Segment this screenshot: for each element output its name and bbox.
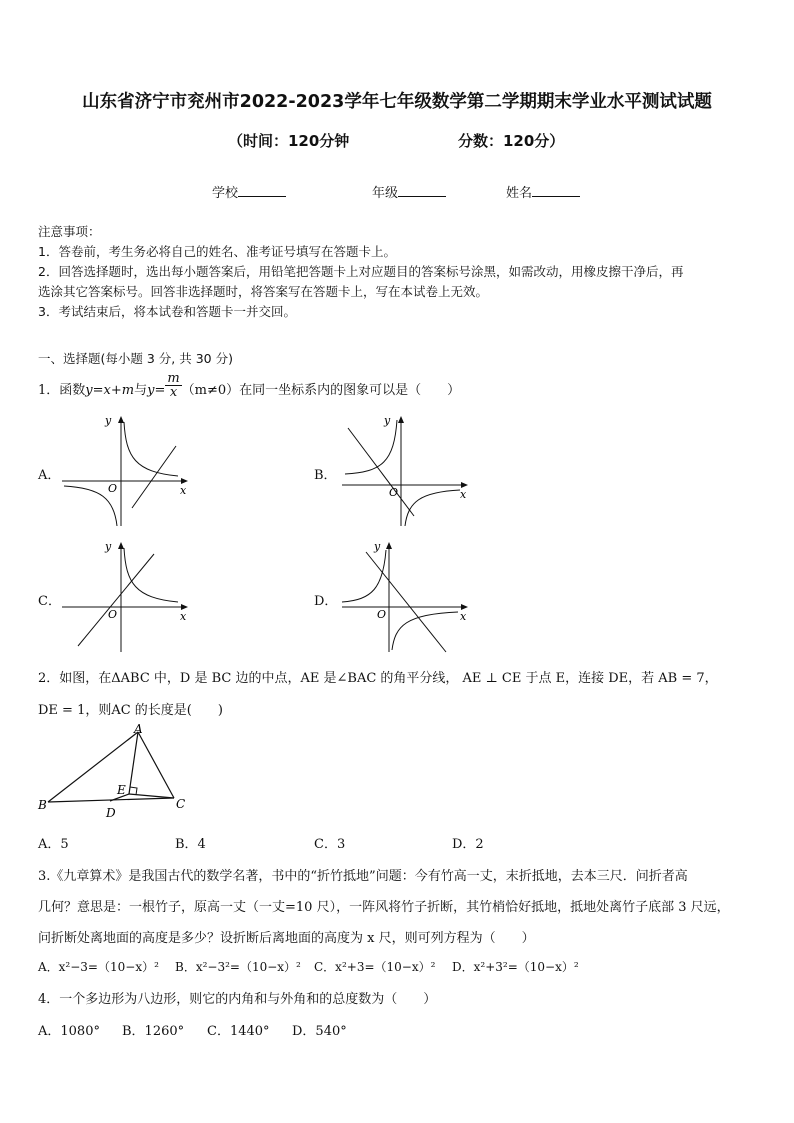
triangle-figure — [36, 722, 196, 822]
question-4: 4．一个多边形为八边形，则它的内角和与外角和的总度数为（ ） — [38, 992, 437, 1007]
x-axis-label: x — [180, 484, 187, 497]
grade-blank — [398, 184, 446, 197]
y-axis-label: y — [105, 540, 112, 553]
name-label: 姓名 — [506, 186, 533, 201]
q2-option-a[interactable]: A．5 — [38, 837, 69, 852]
label-a: A — [134, 722, 143, 736]
y-axis-label: y — [384, 414, 391, 427]
q3-option-c[interactable]: C．x²+3=（10−x）² — [314, 960, 436, 974]
exam-score: 分数：120分） — [458, 132, 565, 150]
x-axis-label: x — [180, 610, 187, 623]
q1-condition: （m≠0） — [181, 383, 240, 398]
q4-option-a[interactable]: A．1080° — [38, 1024, 100, 1039]
q3-option-b[interactable]: B．x²−3²=（10−x）² — [175, 960, 301, 974]
note-item: 选涂其它答案标号。回答非选择题时，将答案写在答题卡上，写在本试卷上无效。 — [38, 284, 489, 299]
name-blank — [532, 184, 580, 197]
x-axis-label: x — [460, 488, 467, 501]
question-2-line-1: 2．如图，在ΔABC 中，D 是 BC 边的中点，AE 是∠BAC 的角平分线， AE ⊥ CE 于点 E，连接 DE，若 AB = 7， — [38, 671, 718, 686]
school-field — [212, 182, 286, 201]
section-heading: 一、选择题(每小题 3 分, 共 30 分) — [38, 351, 233, 366]
x-axis-label: x — [460, 610, 467, 623]
question-3-line-1: 3.《九章算术》是我国古代的数学名著，书中的“折竹抵地”问题：今有竹高一丈，末折抵地，去本三尺．问折者高 — [38, 869, 688, 884]
q1-option-a-label[interactable]: A． — [38, 468, 61, 483]
graph-a[interactable] — [60, 412, 200, 530]
graph-b[interactable] — [340, 412, 480, 530]
origin-label: O — [108, 482, 118, 495]
school-blank — [238, 184, 286, 197]
q1-option-d-label[interactable]: D． — [314, 594, 338, 609]
origin-label: O — [377, 608, 387, 621]
origin-label: O — [108, 608, 118, 621]
q2-option-b[interactable]: B．4 — [175, 837, 206, 852]
graph-c[interactable] — [60, 538, 200, 656]
q1-option-c-label[interactable]: C． — [38, 594, 61, 609]
grade-field — [372, 182, 446, 201]
question-1 — [38, 371, 461, 400]
q4-option-d[interactable]: D．540° — [292, 1024, 347, 1039]
question-2-line-2: DE = 1，则AC 的长度是( ) — [38, 703, 223, 718]
school-label: 学校 — [212, 186, 239, 201]
question-3-line-2: 几何？意思是：一根竹子，原高一丈（一丈=10 尺），一阵风将竹子折断，其竹梢恰好抵地，抵地处离竹子底部 3 尺远， — [38, 900, 730, 915]
q1-mid: 与 — [134, 383, 148, 398]
y-axis-label: y — [374, 540, 381, 553]
q2-option-d[interactable]: D．2 — [452, 837, 484, 852]
q1-formula-2: y= — [147, 383, 166, 398]
fraction-denominator: x — [169, 385, 178, 400]
label-c: C — [176, 797, 186, 811]
q1-pre: 1．函数 — [38, 383, 86, 398]
q4-option-c[interactable]: C．1440° — [207, 1024, 270, 1039]
note-item: 2．回答选择题时，选出每小题答案后，用铅笔把答题卡上对应题目的答案标号涂黑，如需改动，用橡皮擦干净后，再 — [38, 264, 684, 279]
note-item: 3．考试结束后，将本试卷和答题卡一并交回。 — [38, 304, 296, 319]
question-3-line-3: 问折断处离地面的高度是多少？设折断后离地面的高度为 x 尺，则可列方程为（ ） — [38, 931, 535, 946]
label-e: E — [117, 783, 126, 797]
y-axis-label: y — [105, 414, 112, 427]
label-d: D — [106, 806, 116, 820]
q1-formula-1: y=x+m — [85, 383, 135, 398]
label-b: B — [38, 798, 47, 812]
q3-option-a[interactable]: A．x²−3=（10−x）² — [38, 960, 159, 974]
notes-block — [38, 222, 683, 322]
note-item: 1．答卷前，考生务必将自己的姓名、准考证号填写在答题卡上。 — [38, 244, 396, 259]
name-field — [506, 182, 580, 201]
q1-post: 在同一坐标系内的图象可以是（ ） — [239, 383, 461, 398]
q1-option-b-label[interactable]: B． — [314, 468, 337, 483]
q4-option-b[interactable]: B．1260° — [122, 1024, 185, 1039]
exam-time: （时间：120分钟 — [228, 132, 350, 150]
fraction-numerator: m — [167, 371, 180, 386]
notes-heading: 注意事项： — [38, 224, 101, 239]
q2-option-c[interactable]: C．3 — [314, 837, 346, 852]
origin-label: O — [389, 486, 399, 499]
graph-d[interactable] — [340, 538, 480, 656]
q3-option-d[interactable]: D．x²+3²=（10−x）² — [452, 960, 579, 974]
grade-label: 年级 — [372, 186, 399, 201]
q1-fraction — [165, 372, 181, 399]
page-title: 山东省济宁市兖州市2022-2023学年七年级数学第二学期期末学业水平测试试题 — [82, 92, 712, 112]
